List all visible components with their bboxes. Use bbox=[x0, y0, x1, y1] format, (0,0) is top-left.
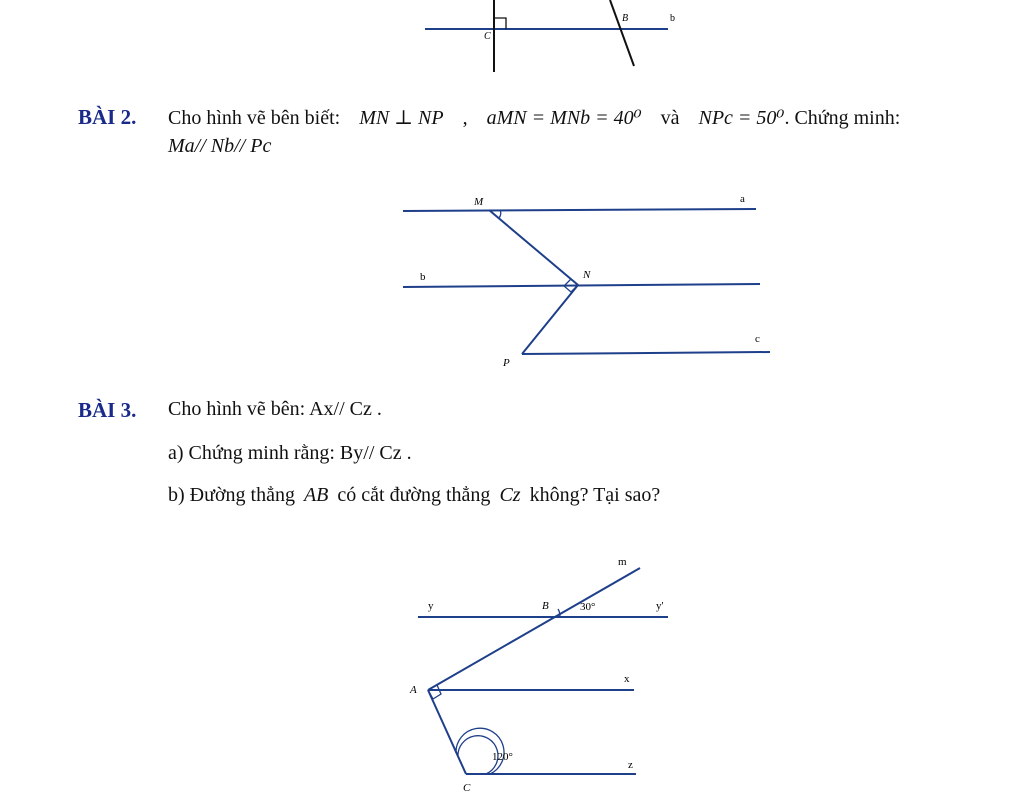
fig3-label-120: 120° bbox=[492, 751, 513, 763]
bai3-line1: Cho hình vẽ bên: Ax// Cz . bbox=[168, 398, 382, 420]
fig3-label-m: m bbox=[618, 556, 627, 568]
bai2-va: và bbox=[660, 107, 680, 129]
bai2-rel1: MN ⊥ NP bbox=[359, 107, 444, 129]
bai3-title: BÀI 3. bbox=[78, 398, 137, 422]
fig1-label-c: C bbox=[484, 31, 491, 42]
bai3-part-b-p2: có cắt đường thẳng bbox=[337, 484, 491, 506]
fig3-label-A: A bbox=[410, 684, 417, 696]
bai3-part-b-cz: Cz bbox=[499, 484, 521, 506]
fig3-label-z: z bbox=[628, 759, 633, 771]
bai2-tail: . Chứng minh: bbox=[784, 107, 901, 129]
fig2-label-M: M bbox=[474, 196, 484, 208]
fig3-ray-m bbox=[428, 568, 640, 690]
fig2-label-c: c bbox=[755, 333, 760, 345]
fig2-label-P: P bbox=[503, 357, 510, 369]
bai2-line2: Ma// Nb// Pc bbox=[168, 135, 272, 157]
bai3-part-b-p1: b) Đường thẳng bbox=[168, 484, 295, 506]
fig3-label-y: y bbox=[428, 600, 434, 612]
fig3-label-B: B bbox=[542, 600, 549, 612]
fig3-label-y-prime: y' bbox=[656, 600, 664, 612]
bai2-intro: Cho hình vẽ bên biết: bbox=[168, 107, 341, 129]
fig3-label-30: 30° bbox=[580, 601, 596, 613]
fig3-segment-ac bbox=[428, 690, 466, 774]
fig1-label-b-line: b bbox=[670, 13, 675, 24]
bai3-part-b-p3: không? Tại sao? bbox=[529, 484, 661, 506]
bai2-comma: , bbox=[462, 107, 468, 129]
bai2-title: BÀI 2. bbox=[78, 105, 137, 129]
bai3-part-a: a) Chứng minh rằng: By// Cz . bbox=[168, 442, 412, 464]
bai2-rel3: NPc = 50⁰ bbox=[698, 107, 785, 129]
fig2-label-b: b bbox=[420, 271, 426, 283]
fig3-label-x: x bbox=[624, 673, 630, 685]
fig3-label-C: C bbox=[463, 782, 471, 794]
fig1-label-b-point: B bbox=[622, 13, 629, 24]
bai3-part-b-ab: AB bbox=[303, 484, 329, 506]
fig2-label-N: N bbox=[583, 269, 591, 281]
fig2-label-a: a bbox=[740, 193, 745, 205]
bai2-rel2: aMN = MNb = 40⁰ bbox=[486, 107, 642, 129]
